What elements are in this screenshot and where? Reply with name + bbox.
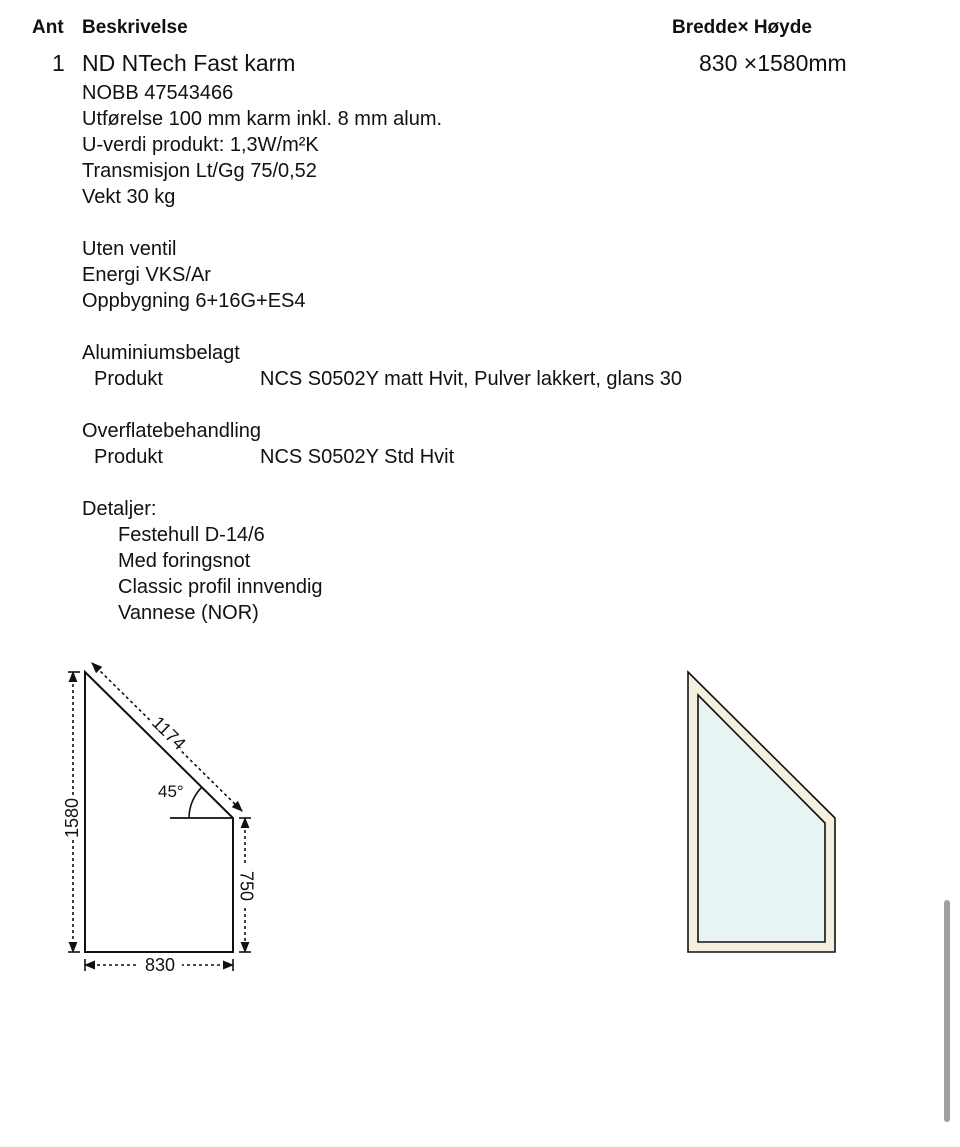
surface-product-row bbox=[82, 444, 782, 470]
item-size: 830 ×1580mm bbox=[699, 50, 847, 76]
spec-transmission: Transmisjon Lt/Gg 75/0,52 bbox=[82, 160, 317, 182]
width-label: 830 bbox=[144, 954, 176, 975]
window-glass bbox=[698, 695, 825, 942]
window-preview bbox=[680, 664, 845, 960]
spec-weight: Vekt 30 kg bbox=[82, 186, 176, 208]
spec-u-value: U-verdi produkt: 1,3W/m²K bbox=[82, 134, 319, 156]
aluminium-product-key: Produkt bbox=[94, 368, 163, 390]
glass-energy: Energi VKS/Ar bbox=[82, 264, 211, 286]
aluminium-title: Aluminiumsbelagt bbox=[82, 342, 240, 364]
spec-nobb: NOBB 47543466 bbox=[82, 82, 234, 104]
item-description bbox=[82, 80, 782, 626]
detail-item: Classic profil innvendig bbox=[118, 576, 323, 598]
item-quantity: 1 bbox=[52, 50, 65, 76]
item-name: ND NTech Fast karm bbox=[82, 50, 296, 76]
aluminium-product-value: NCS S0502Y matt Hvit, Pulver lakkert, glans 30 bbox=[260, 368, 683, 390]
aluminium-product-row bbox=[82, 366, 782, 392]
detail-item: Festehull D-14/6 bbox=[118, 524, 265, 546]
column-header-dimensions: Bredde× Høyde bbox=[672, 17, 812, 38]
side-label: 750 bbox=[236, 870, 257, 902]
spec-execution: Utførelse 100 mm karm inkl. 8 mm alum. bbox=[82, 108, 443, 130]
surface-product-key: Produkt bbox=[94, 446, 163, 468]
angle-arc bbox=[189, 787, 202, 818]
angle-label: 45° bbox=[158, 782, 184, 801]
column-header-description: Beskrivelse bbox=[82, 17, 188, 38]
dimension-drawing bbox=[40, 650, 280, 990]
detail-item: Med foringsnot bbox=[118, 550, 251, 572]
surface-product-value: NCS S0502Y Std Hvit bbox=[260, 446, 455, 468]
glass-build: Oppbygning 6+16G+ES4 bbox=[82, 290, 306, 312]
diagonal-label: 1174 bbox=[148, 712, 190, 754]
details-title: Detaljer: bbox=[82, 498, 157, 520]
vertical-scrollbar[interactable] bbox=[944, 900, 950, 1122]
column-header-ant: Ant bbox=[32, 17, 64, 38]
detail-item: Vannese (NOR) bbox=[118, 602, 259, 624]
surface-title: Overflatebehandling bbox=[82, 420, 262, 442]
glass-ventilation: Uten ventil bbox=[82, 238, 177, 260]
height-label: 1580 bbox=[61, 797, 82, 839]
